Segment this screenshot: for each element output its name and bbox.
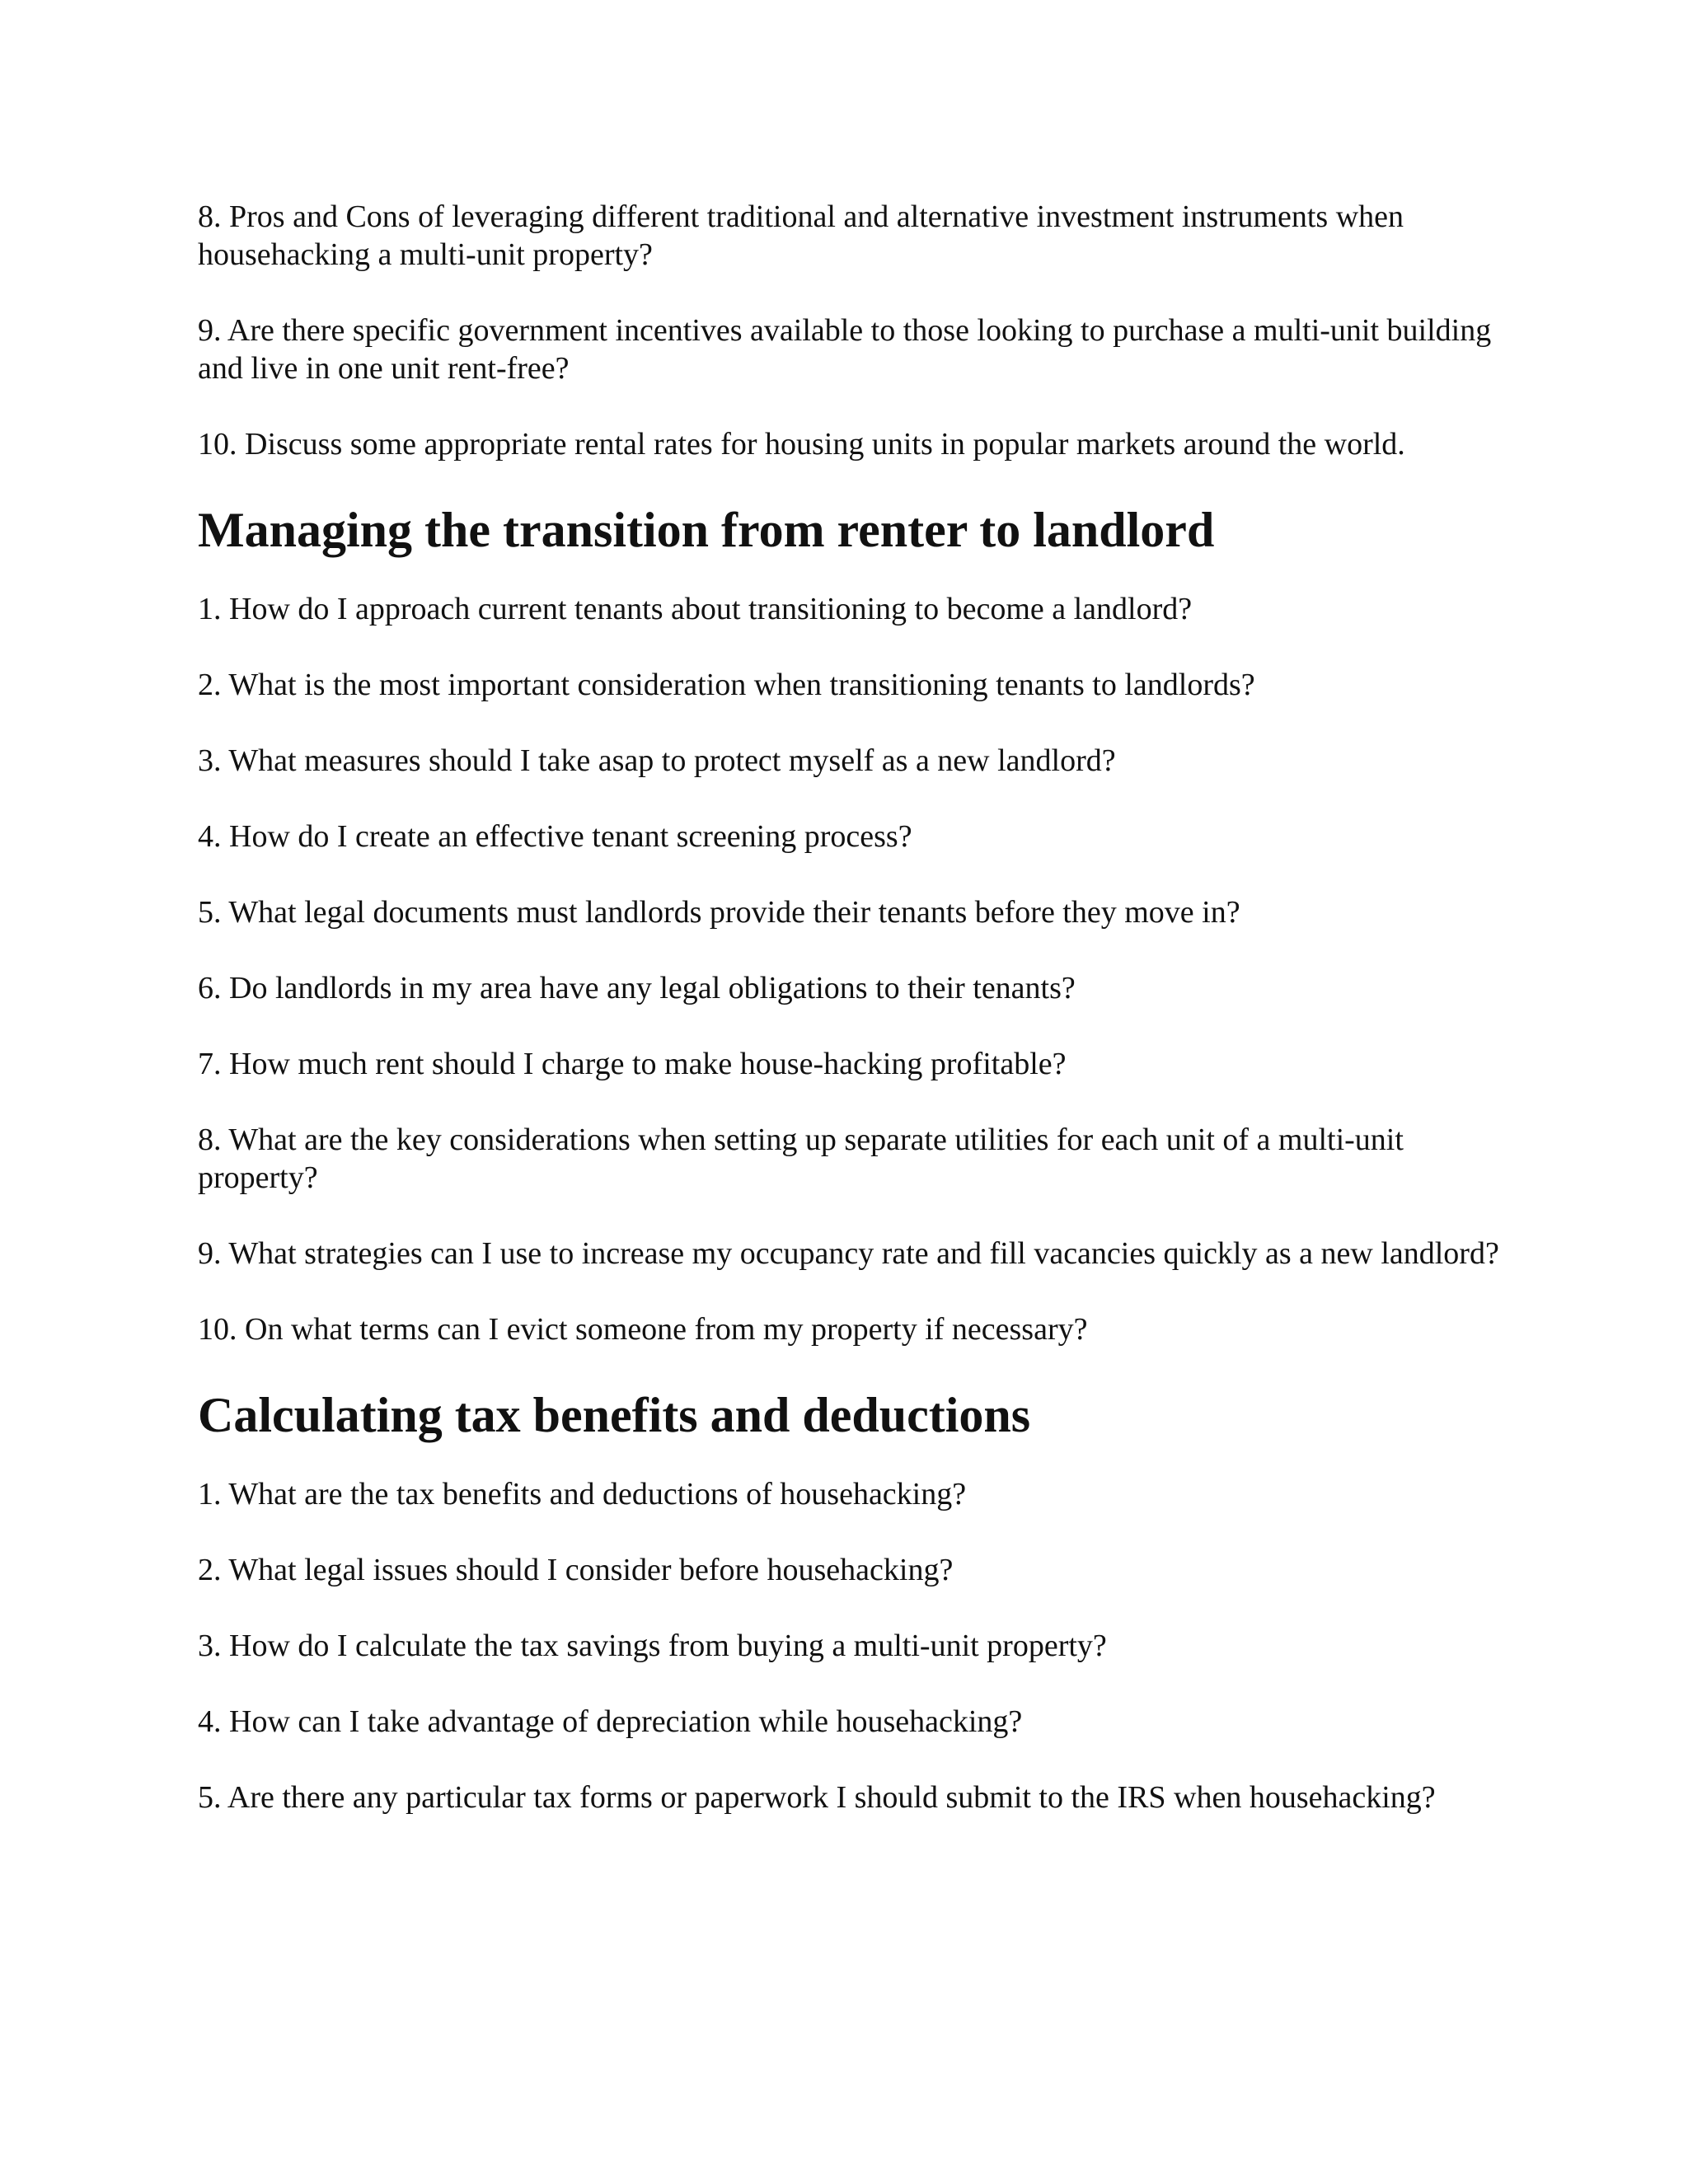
list-item: 6. Do landlords in my area have any legal obligations to their tenants?: [198, 971, 1076, 1005]
list-item: 9. What strategies can I use to increase my occupancy rate and fill vacancies quickly as a new landlord?: [198, 1236, 1499, 1271]
list-item: 9. Are there specific government incentives available to those looking to purchase a multi-unit building and live in one unit rent-free?: [198, 313, 1492, 386]
section-heading-tax: Calculating tax benefits and deductions: [198, 1388, 1031, 1442]
list-item: 1. What are the tax benefits and deductions of househacking?: [198, 1477, 967, 1511]
list-item: 5. What legal documents must landlords provide their tenants before they move in?: [198, 895, 1240, 930]
list-item: 7. How much rent should I charge to make house-hacking profitable?: [198, 1047, 1067, 1081]
list-item: 1. How do I approach current tenants about transitioning to become a landlord?: [198, 592, 1193, 626]
list-item: 5. Are there any particular tax forms or paperwork I should submit to the IRS when househacking?: [198, 1780, 1436, 1815]
list-item: 3. How do I calculate the tax savings from buying a multi-unit property?: [198, 1629, 1107, 1663]
section-heading-transition: Managing the transition from renter to landlord: [198, 503, 1215, 557]
document-page: [198, 198, 1517, 1854]
list-item: 2. What legal issues should I consider before househacking?: [198, 1553, 954, 1587]
list-item: 10. On what terms can I evict someone from my property if necessary?: [198, 1312, 1088, 1347]
list-item: 8. Pros and Cons of leveraging different traditional and alternative investment instruments when househacking a multi-unit property?: [198, 199, 1404, 272]
list-item: 4. How can I take advantage of depreciation while househacking?: [198, 1704, 1023, 1739]
list-item: 4. How do I create an effective tenant screening process?: [198, 819, 912, 854]
list-item: 8. What are the key considerations when setting up separate utilities for each unit of a multi-unit property?: [198, 1122, 1404, 1195]
list-item: 3. What measures should I take asap to protect myself as a new landlord?: [198, 743, 1116, 778]
list-item: 10. Discuss some appropriate rental rates for housing units in popular markets around the world.: [198, 427, 1405, 462]
list-item: 2. What is the most important consideration when transitioning tenants to landlords?: [198, 668, 1255, 702]
